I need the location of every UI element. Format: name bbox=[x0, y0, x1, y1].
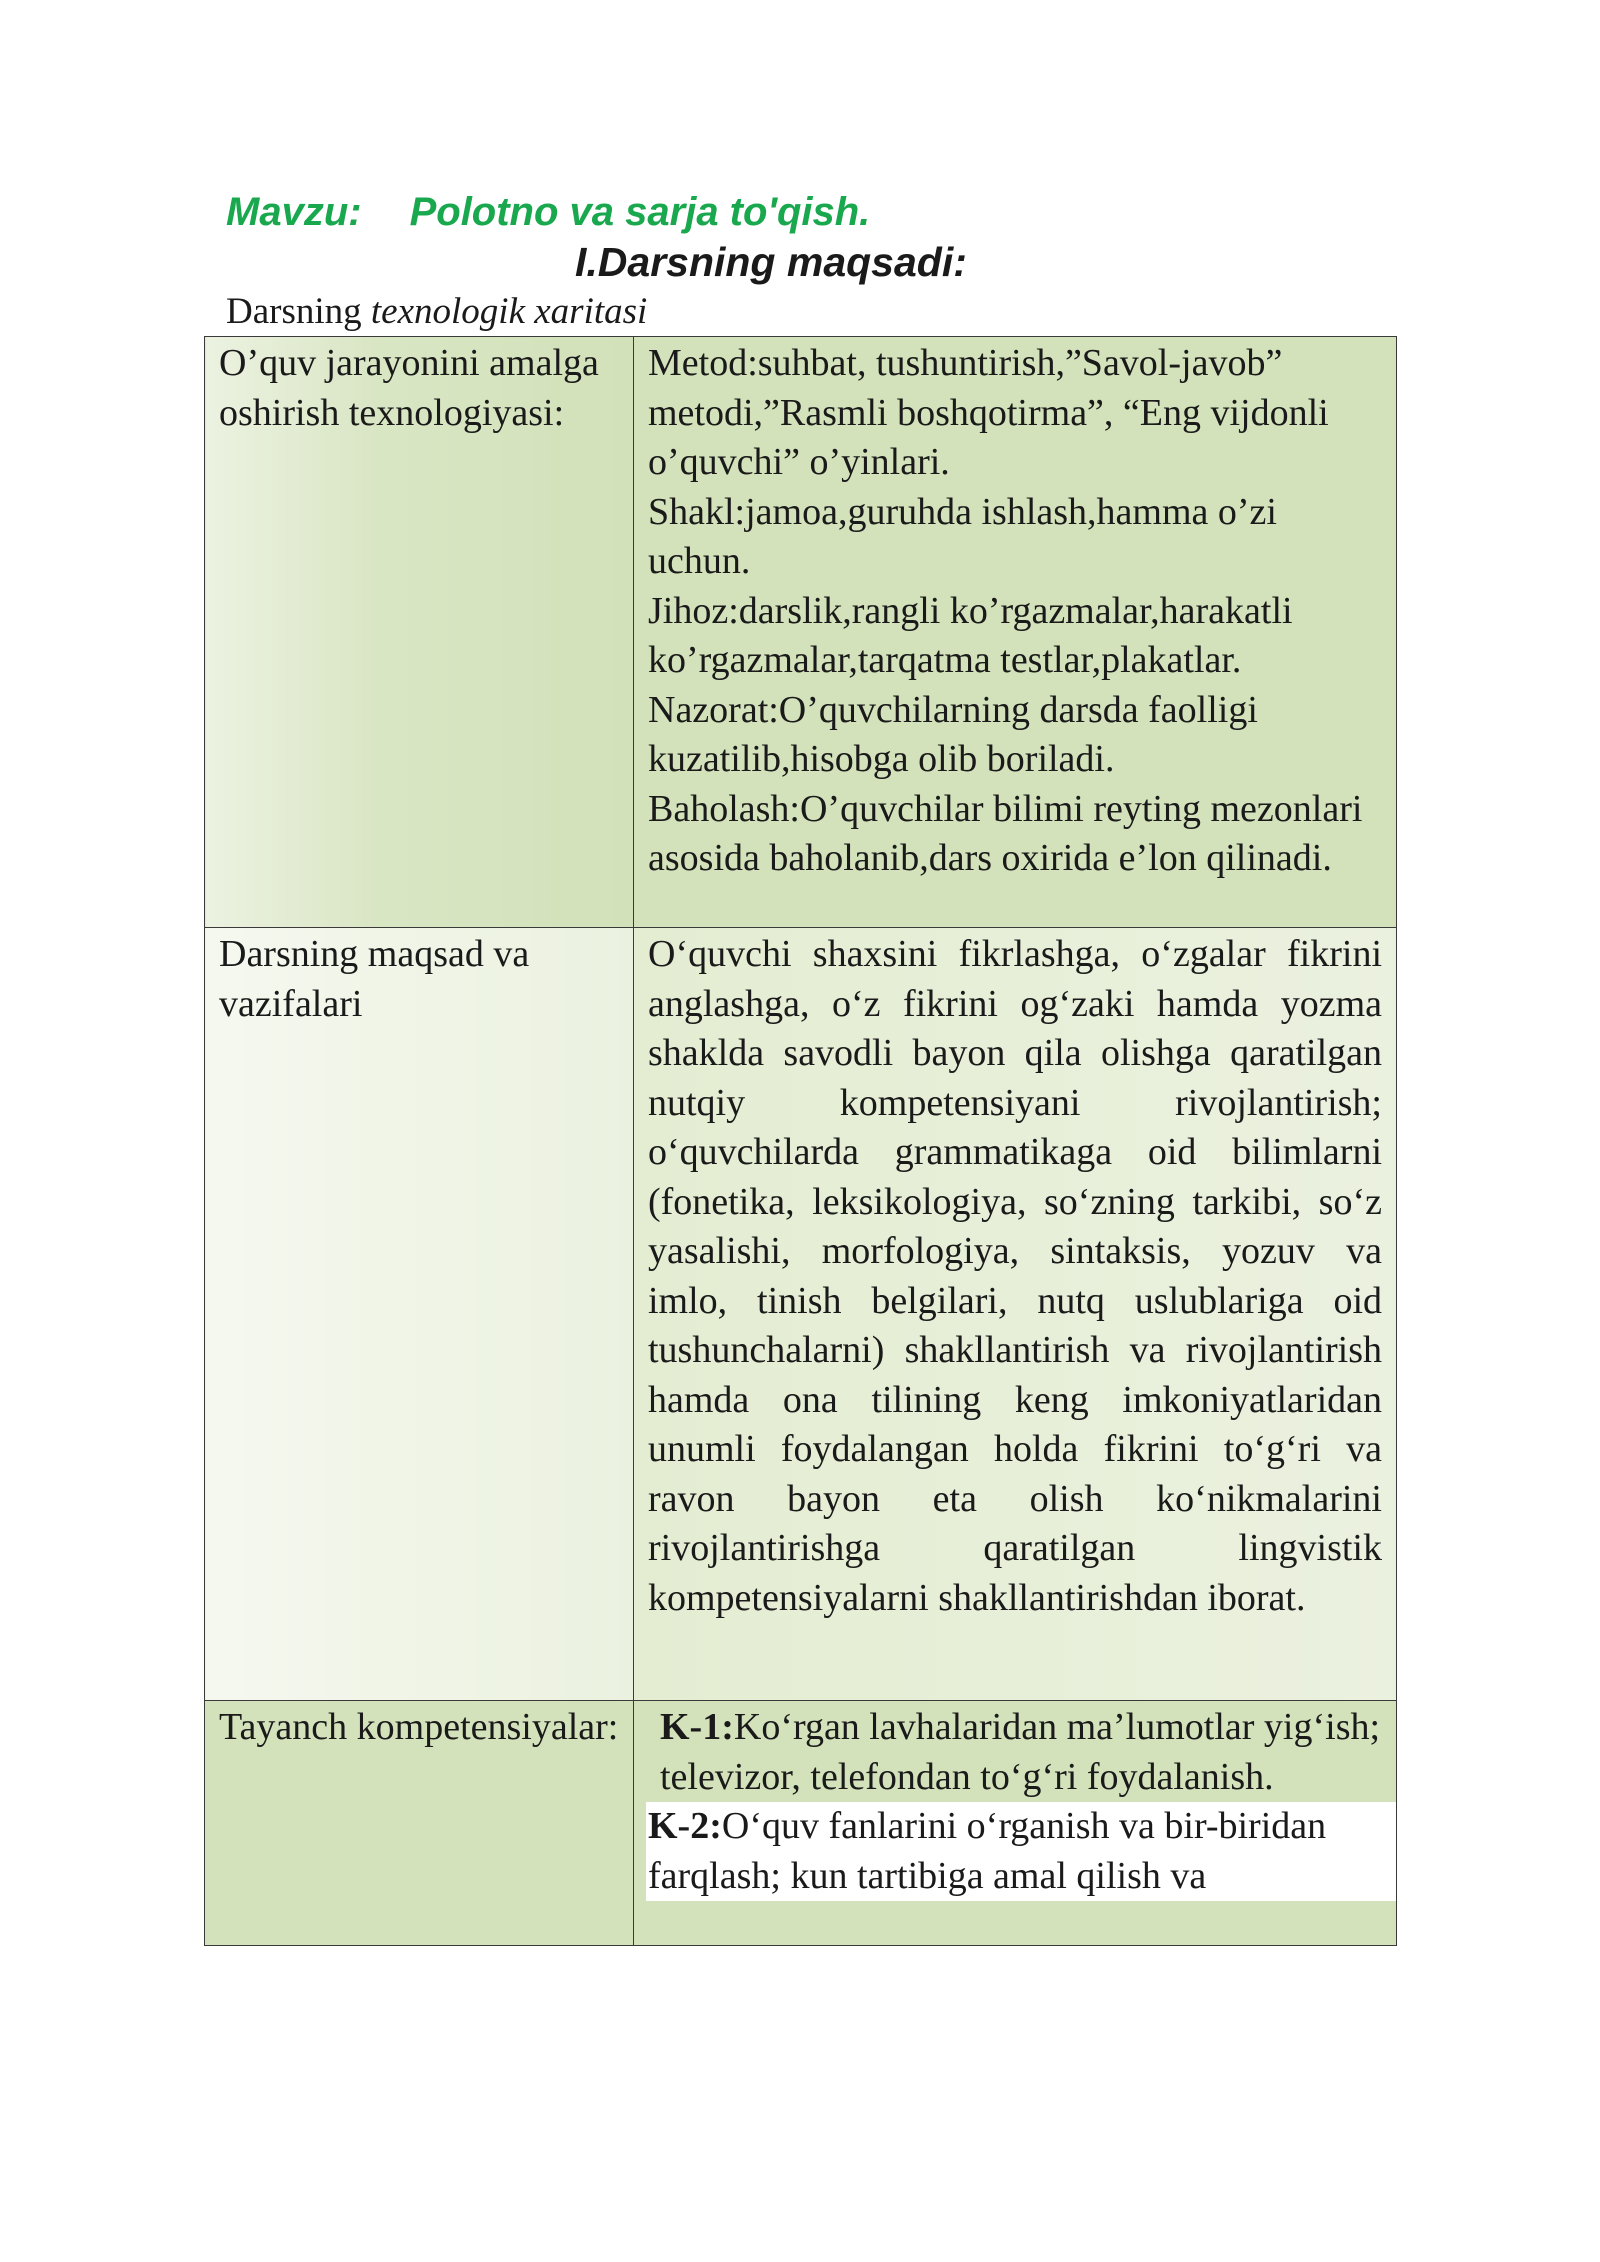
competency-k2 bbox=[646, 1802, 1396, 1901]
row-label-cell bbox=[205, 337, 634, 928]
topic-label: Mavzu: bbox=[226, 190, 362, 234]
form-paragraph: Shakl:jamoa,guruhda ishlash,hamma o’zi uchun. bbox=[648, 490, 1277, 582]
caption-plain: Darsning bbox=[226, 291, 362, 332]
equipment-paragraph: Jihoz:darslik,rangli ko’rgazmalar,harakatli ko’rgazmalar,tarqatma testlar,plakatlar. bbox=[648, 589, 1293, 681]
row-label-cell bbox=[205, 1701, 634, 1946]
competency-text: Ko‘rgan lavhalaridan ma’lumotlar yig‘ish; televizor, telefondan to‘g‘ri foydalanish. bbox=[660, 1706, 1381, 1798]
competency-code: K-2: bbox=[648, 1805, 722, 1847]
assessment-paragraph: Baholash:O’quvchilar bilimi reyting mezonlari asosida baholanib,dars oxirida e’lon qilinadi. bbox=[648, 787, 1363, 879]
row-value-cell bbox=[634, 928, 1397, 1701]
row-label: Tayanch kompetensiyalar: bbox=[219, 1706, 619, 1748]
row-value-cell bbox=[634, 337, 1397, 928]
topic-line bbox=[226, 190, 870, 235]
row-value-cell bbox=[634, 1701, 1397, 1946]
competency-code: K-1: bbox=[660, 1706, 734, 1748]
section-heading: I.Darsning maqsadi: bbox=[575, 239, 967, 285]
competency-k1 bbox=[648, 1703, 1382, 1802]
caption-italic: texnologik xaritasi bbox=[370, 291, 648, 332]
technology-map-table bbox=[204, 336, 1397, 1946]
row-label-cell bbox=[205, 928, 634, 1701]
row-label: Darsning maqsad va vazifalari bbox=[219, 933, 530, 1025]
control-paragraph: Nazorat:O’quvchilarning darsda faolligi kuzatilib,hisobga olib boriladi. bbox=[648, 688, 1258, 780]
table-caption bbox=[226, 290, 647, 333]
competency-text: O‘quv fanlarini o‘rganish va bir-biridan farqlash; kun tartibiga amal qilish va bbox=[648, 1805, 1327, 1897]
method-paragraph: Metod:suhbat, tushuntirish,”Savol-javob” metodi,”Rasmli boshqotirma”, “Eng vijdonli o’quvchi” o’yinlari. bbox=[648, 342, 1329, 483]
row-label: O’quv jarayonini amalga oshirish texnologiyasi: bbox=[219, 342, 599, 434]
table-row bbox=[205, 928, 1397, 1701]
goals-paragraph: O‘quvchi shaxsini fikrlashga, o‘zgalar fikrini anglashga, o‘z fikrini og‘zaki hamda yozma shaklda savodli bayon qila olishga qaratilgan nutqiy kompetensiyani rivojlantirish; o‘quvchilarda grammatikaga oid bilimlarni (fonetika, leksikologiya, so‘zning tarkibi, so‘z yasalishi, morfologiya, sintaksis, yozuv va imlo, tinish belgilari, nutq uslublariga oid tushunchalarni) shakllantirish va rivojlantirish hamda ona tilining keng imkoniyatlaridan unumli foydalangan holda fikrini to‘g‘ri va ravon bayon eta olish ko‘nikmalarini rivojlantirishga qaratilgan lingvistik kompetensiyalarni shakllantirishdan iborat. bbox=[648, 933, 1382, 1619]
table-row bbox=[205, 337, 1397, 928]
topic-title: Polotno va sarja to'qish. bbox=[409, 190, 871, 234]
table-row bbox=[205, 1701, 1397, 1946]
